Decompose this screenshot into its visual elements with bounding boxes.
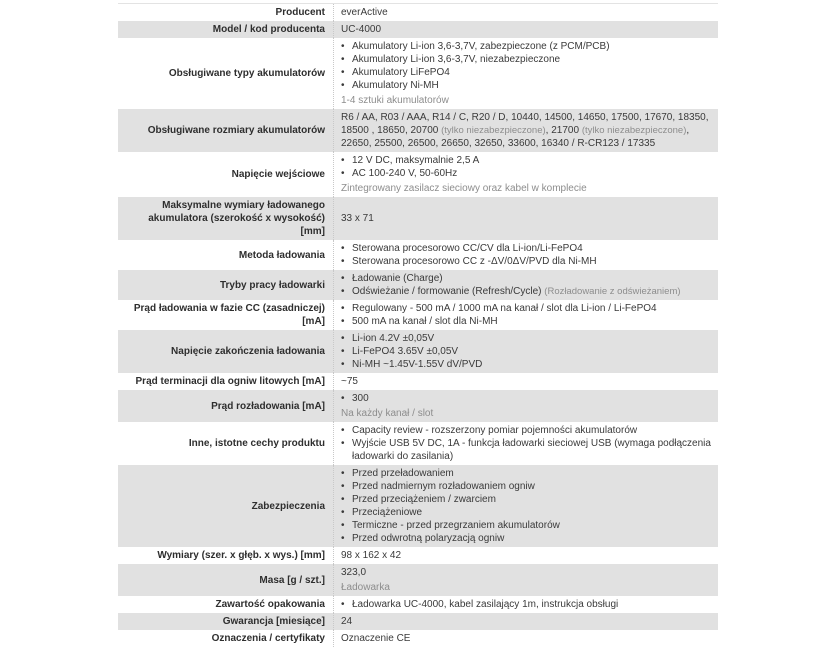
spec-value-text [341, 212, 711, 225]
spec-value-bullet [341, 358, 711, 371]
text-segment: Ni-MH ~1.45V-1.55V dV/PVD [352, 359, 483, 370]
spec-row [118, 152, 718, 197]
spec-row [118, 330, 718, 373]
spec-value-bullet [341, 345, 711, 358]
spec-label: Prąd terminacji dla ogniw litowych [mA] [135, 376, 325, 387]
spec-value-bullet [341, 167, 711, 180]
text-segment: Ładowanie (Charge) [352, 273, 443, 284]
text-segment: Regulowany - 500 mA / 1000 mA na kanał / slot dla Li-ion / Li-FePO4 [352, 303, 657, 314]
bullet-text [352, 79, 711, 92]
text-segment: Odświeżanie / formowanie (Refresh/Cycle) [352, 286, 545, 297]
spec-value-bullet [341, 480, 711, 493]
spec-label: Prąd ładowania w fazie CC (zasadniczej) [mA] [133, 303, 325, 327]
spec-value-bullet [341, 255, 711, 268]
text-segment: 300 [352, 393, 369, 404]
bullet-marker-icon: • [341, 41, 345, 52]
spec-label: Napięcie wejściowe [231, 169, 325, 180]
spec-row [118, 197, 718, 240]
spec-value [333, 21, 718, 38]
bullet-text [352, 598, 711, 611]
bullet-text [352, 255, 711, 268]
spec-value-bullet [341, 315, 711, 328]
spec-value-bullet [341, 79, 711, 92]
bullet-text [352, 467, 711, 480]
bullet-marker-icon: • [341, 316, 345, 327]
spec-value-bullet [341, 40, 711, 53]
spec-value-bullet [341, 493, 711, 506]
spec-label: Napięcie zakończenia ładowania [171, 346, 325, 357]
bullet-marker-icon: • [341, 243, 345, 254]
spec-value-bullet [341, 467, 711, 480]
spec-label: Wymiary (szer. x głęb. x wys.) [mm] [157, 550, 325, 561]
bullet-text [352, 493, 711, 506]
spec-label: Zawartość opakowania [215, 599, 325, 610]
spec-value-text [341, 632, 711, 645]
bullet-marker-icon: • [341, 468, 345, 479]
text-segment: AC 100-240 V, 50-60Hz [352, 168, 458, 179]
text-segment: Sterowana procesorowo CC/CV dla Li-ion/Li-FePO4 [352, 243, 583, 254]
product-spec-table [118, 3, 718, 647]
spec-label: Obsługiwane rozmiary akumulatorów [147, 125, 325, 136]
spec-row [118, 547, 718, 564]
bullet-text [352, 345, 711, 358]
spec-label: Gwarancja [miesiące] [222, 616, 325, 627]
text-segment: Przed przeładowaniem [352, 468, 454, 479]
bullet-marker-icon: • [341, 273, 345, 284]
bullet-marker-icon: • [341, 168, 345, 179]
text-segment: , 21700 [545, 125, 582, 136]
bullet-text [352, 285, 711, 298]
spec-label: Inne, istotne cechy produktu [188, 438, 325, 449]
spec-value-bullet [341, 519, 711, 532]
spec-value-bullet [341, 285, 711, 298]
spec-value-bullet [341, 392, 711, 405]
spec-row [118, 109, 718, 152]
spec-value-text [341, 111, 711, 150]
bullet-marker-icon: • [341, 425, 345, 436]
spec-label: Prąd rozładowania [mA] [211, 400, 325, 412]
bullet-text [352, 302, 711, 315]
text-segment: Akumulatory Li-ion 3,6-3,7V, zabezpieczone (z PCM/PCB) [352, 41, 610, 52]
text-segment: 24 [341, 616, 353, 627]
bullet-marker-icon: • [341, 346, 345, 357]
spec-row [118, 422, 718, 465]
bullet-text [352, 53, 711, 66]
bullet-text [352, 392, 711, 405]
spec-row [118, 373, 718, 390]
text-segment: everActive [341, 7, 388, 18]
text-segment: (Rozładowanie z odświeżaniem) [544, 286, 681, 297]
spec-value-bullet [341, 424, 711, 437]
spec-value-bullet [341, 506, 711, 519]
text-segment: ~75 [341, 376, 358, 387]
spec-value [333, 300, 718, 330]
spec-label: Model / kod producenta [212, 24, 325, 35]
bullet-text [352, 315, 711, 328]
text-segment: Przed przeciążeniem / zwarciem [352, 494, 496, 505]
text-segment: Sterowana procesorowo CC z -ΔV/0ΔV/PVD dla Ni-MH [352, 256, 597, 267]
bullet-marker-icon: • [341, 333, 345, 344]
spec-label: Metoda ładowania [238, 249, 325, 261]
bullet-marker-icon: • [341, 520, 345, 531]
spec-value [333, 373, 718, 390]
spec-value-note [341, 182, 711, 195]
spec-value-bullet [341, 242, 711, 255]
text-segment: 323,0 [341, 567, 367, 578]
bullet-text [352, 66, 711, 79]
bullet-marker-icon: • [341, 393, 345, 404]
spec-value-note [341, 94, 711, 107]
text-segment: Akumulatory Ni-MH [352, 80, 439, 91]
bullet-text [352, 480, 711, 493]
spec-value [333, 422, 718, 465]
spec-value [333, 465, 718, 547]
spec-value-note [341, 407, 711, 420]
bullet-text [352, 167, 711, 180]
text-segment: Li-FePO4 3.65V ±0,05V [352, 346, 459, 357]
spec-value-text [341, 615, 711, 628]
bullet-marker-icon: • [341, 54, 345, 65]
spec-value [333, 109, 718, 152]
spec-row [118, 270, 718, 300]
bullet-text [352, 532, 711, 545]
spec-value [333, 613, 718, 630]
text-segment: (tylko niezabezpieczone) [441, 125, 546, 136]
bullet-text [352, 424, 711, 437]
spec-label: Tryby pracy ładowarki [219, 279, 325, 291]
bullet-marker-icon: • [341, 256, 345, 267]
spec-label: Zabezpieczenia [251, 500, 325, 512]
spec-value-bullet [341, 332, 711, 345]
spec-value [333, 330, 718, 373]
spec-value-bullet [341, 437, 711, 463]
text-segment: Zintegrowany zasilacz sieciowy oraz kabel w komplecie [341, 183, 587, 194]
spec-value [333, 564, 718, 596]
text-segment: Oznaczenie CE [341, 633, 411, 644]
spec-value-bullet [341, 302, 711, 315]
spec-value [333, 4, 718, 21]
bullet-text [352, 519, 711, 532]
spec-value [333, 270, 718, 300]
spec-value [333, 38, 718, 109]
text-segment: Wyjście USB 5V DC, 1A - funkcja ładowarki sieciowej USB (wymaga podłączenia ładowarki do zasilania) [352, 438, 711, 462]
spec-row [118, 630, 718, 647]
spec-row [118, 613, 718, 630]
text-segment: 500 mA na kanał / slot dla Ni-MH [352, 316, 498, 327]
spec-row [118, 4, 718, 21]
text-segment: Akumulatory LiFePO4 [352, 67, 450, 78]
bullet-marker-icon: • [341, 599, 345, 610]
bullet-text [352, 154, 711, 167]
spec-row [118, 564, 718, 596]
text-segment: Na każdy kanał / slot [341, 408, 434, 419]
spec-value [333, 547, 718, 564]
spec-value-bullet [341, 532, 711, 545]
bullet-marker-icon: • [341, 155, 345, 166]
spec-label: Oznaczenia / certyfikaty [211, 633, 325, 644]
text-segment: Li-ion 4.2V ±0,05V [352, 333, 435, 344]
text-segment: Przeciążeniowe [352, 507, 423, 518]
spec-value [333, 596, 718, 613]
text-segment: R6 / AA, R03 / AAA, R14 / C, R20 / D, 10440, 14500, 14650, 17500, 17670, 18350, 18500 , 18650, 20700 [341, 112, 709, 136]
spec-row [118, 300, 718, 330]
spec-value-bullet [341, 66, 711, 79]
spec-value-bullet [341, 272, 711, 285]
spec-value [333, 197, 718, 240]
spec-value-bullet [341, 154, 711, 167]
bullet-marker-icon: • [341, 80, 345, 91]
text-segment: Przed nadmiernym rozładowaniem ogniw [352, 481, 535, 492]
bullet-marker-icon: • [341, 533, 345, 544]
text-segment: , 22650, 25500, 26500, 26650, 32650, 33600, 16340 / R-CR123 / 17335 [341, 125, 690, 149]
text-segment: Ładowarka [341, 582, 390, 593]
spec-label: Maksymalne wymiary ładowanego akumulatora (szerokość x wysokość) [mm] [148, 200, 325, 237]
spec-value [333, 630, 718, 647]
spec-value-text [341, 375, 711, 388]
bullet-text [352, 437, 711, 463]
text-segment: Capacity review - rozszerzony pomiar pojemności akumulatorów [352, 425, 638, 436]
bullet-text [352, 272, 711, 285]
bullet-marker-icon: • [341, 507, 345, 518]
spec-row [118, 38, 718, 109]
spec-value-text [341, 549, 711, 562]
bullet-marker-icon: • [341, 303, 345, 314]
spec-value-bullet [341, 53, 711, 66]
text-segment: 98 x 162 x 42 [341, 550, 402, 561]
text-segment: 12 V DC, maksymalnie 2,5 A [352, 155, 480, 166]
spec-row [118, 596, 718, 613]
text-segment: UC-4000 [341, 24, 382, 35]
spec-row [118, 465, 718, 547]
bullet-marker-icon: • [341, 67, 345, 78]
spec-label: Masa [g / szt.] [259, 574, 325, 586]
bullet-marker-icon: • [341, 286, 345, 297]
spec-value-bullet [341, 598, 711, 611]
text-segment: Termiczne - przed przegrzaniem akumulatorów [352, 520, 560, 531]
bullet-text [352, 358, 711, 371]
spec-row [118, 240, 718, 270]
text-segment: Przed odwrotną polaryzacją ogniw [352, 533, 505, 544]
spec-row [118, 390, 718, 422]
spec-row [118, 21, 718, 38]
spec-value [333, 152, 718, 197]
text-segment: Akumulatory Li-ion 3,6-3,7V, niezabezpieczone [352, 54, 561, 65]
bullet-text [352, 332, 711, 345]
bullet-text [352, 242, 711, 255]
text-segment: 1-4 sztuki akumulatorów [341, 95, 449, 106]
bullet-text [352, 506, 711, 519]
spec-value-text [341, 6, 711, 19]
bullet-marker-icon: • [341, 438, 345, 449]
bullet-text [352, 40, 711, 53]
spec-value [333, 390, 718, 422]
bullet-marker-icon: • [341, 494, 345, 505]
spec-label: Obsługiwane typy akumulatorów [168, 68, 325, 79]
bullet-marker-icon: • [341, 481, 345, 492]
spec-value-text [341, 566, 711, 579]
spec-value [333, 240, 718, 270]
spec-label: Producent [275, 7, 325, 18]
spec-value-note [341, 581, 711, 594]
text-segment: (tylko niezabezpieczone) [581, 125, 687, 136]
text-segment: Ładowarka UC-4000, kabel zasilający 1m, instrukcja obsługi [352, 599, 619, 610]
text-segment: 33 x 71 [341, 213, 374, 224]
spec-value-text [341, 23, 711, 36]
bullet-marker-icon: • [341, 359, 345, 370]
